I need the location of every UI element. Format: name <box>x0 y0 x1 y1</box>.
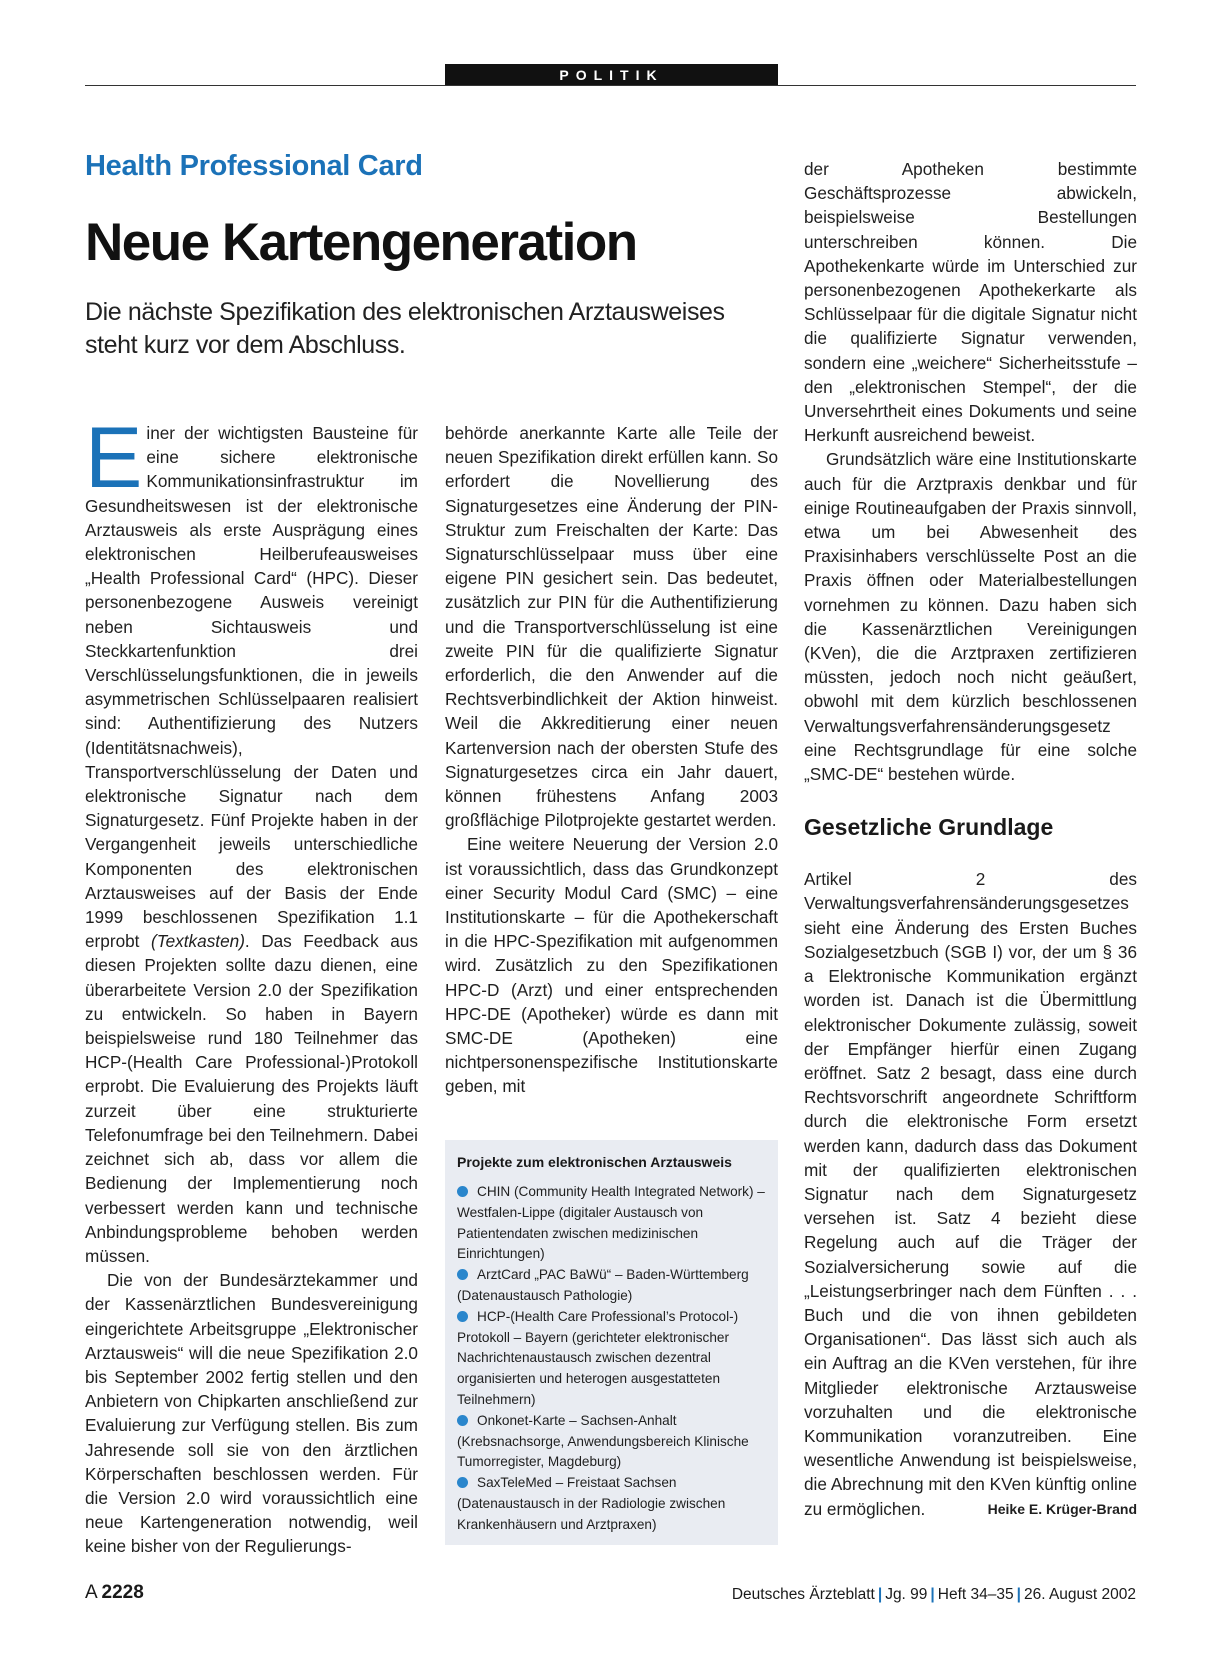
journal-info <box>732 1586 1136 1604</box>
bullet-icon <box>457 1311 468 1322</box>
paragraph: behörde anerkannte Karte alle Teile der neuen Spezifikation direkt erfüllen kann. So erfordert die Novellierung des Signaturgesetzes eine Änderung der PIN-Struktur zum Freischalten der Karte: Das Signaturschlüsselpaar muss über eine eigene PIN gesichert sein. Das bedeutet, zusätzlich zur PIN für die Authentifizierung und die Transportverschlüsselung ist eine zweite PIN für die qualifizierte Signatur erforderlich, die den Anwender auf die Rechtsverbindlichkeit der Aktion hinweist. Weil die Akkreditierung einer neuen Kartenversion nach der obersten Stufe des Signaturgesetzes circa ein Jahr dauert, können frühestens Anfang 2003 großflächige Pilotprojekte gestartet werden. <box>445 423 778 831</box>
section-label: POLITIK <box>445 64 778 86</box>
page-number: A 2228 <box>85 1582 144 1603</box>
separator: | <box>877 1586 883 1603</box>
list-item: Onkonet-Karte – Sachsen-Anhalt (Krebsnachsorge, Anwendungsbereich Klinische Tumorregister, Magdeburg) <box>457 1412 749 1470</box>
paragraph <box>85 410 418 1268</box>
list-item: SaxTeleMed – Freistaat Sachsen (Datenaustausch in der Radiologie zwischen Krankenhäusern und Arztpraxen) <box>457 1475 726 1532</box>
bullet-icon <box>457 1269 468 1280</box>
paragraph-text: iner der wichtigsten Bausteine für eine sichere elektronische Kommunikationsinfrastruktur im Gesundheitswesen ist der elektronische Arztausweis als erste Ausprägung eines elektronischen Heilberufeausweises „Health Professional Card“ (HPC). Dieser personenbezogene Ausweis vereinigt neben Sichtausweis und Steckkartenfunktion drei Verschlüsselungsfunktionen, die in jeweils asymmetrischen Schlüsselpaaren realisiert sind: Authentifizierung des Nutzers (Identitätsnachweis), Transportverschlüsselung der Daten und elektronische Signatur nach dem Signaturgesetz. Fünf Projekte haben in der Vergangenheit jeweils unterschiedliche Komponenten des elektronischen Arztausweises auf der Basis der Ende 1999 beschlossenen Spezifikation 1.1 erprobt <box>85 423 418 952</box>
list-item: HCP-(Health Care Professional’s Protocol-) Protokoll – Bayern (gerichteter elektronischer Nachrichtenaustausch zwischen dezentral organisierten und heterogen ausgestatteten Teilnehmern) <box>457 1308 739 1407</box>
bullet-icon <box>457 1186 468 1197</box>
section-subheading: Gesetzliche Grundlage <box>804 814 1054 841</box>
bullet-icon <box>457 1415 468 1426</box>
journal-volume: Jg. 99 <box>885 1586 928 1603</box>
paragraph: Artikel 2 des Verwaltungsverfahrensänderungsgesetzes sieht eine Änderung des Ersten Buches Sozialgesetzbuch (SGB I) vor, der um § 36 a Elektronische Kommunikation ergänzt worden ist. Danach ist die Übermittlung elektronischer Dokumente zulässig, soweit der Empfänger hierfür einen Zugang eröffnet. Satz 2 besagt, dass eine durch Rechtsvorschrift angeordnete Schriftform durch die elektronische Form ersetzt werden kann, dadurch dass das Dokument mit der qualifizierten elektronischen Signatur nach dem Signaturgesetz versehen ist. Satz 4 bezieht diese Regelung auch auf die Träger der Sozialversicherung sowie auf die „Leistungserbringer nach dem Fünften . . . Buch und die von ihnen gebildeten Organisationen“. Das lässt sich auch als ein Auftrag an die KVen verstehen, für ihre Mitglieder elektronische Arztausweise vorzuhalten und die elektronische Kommunikation voranzutreiben. Eine wesentliche Anwendung ist beispielsweise, die Abrechnung mit den KVen künftig online zu ermöglichen. Heike E. Krüger-Brand <box>804 867 1137 1520</box>
separator: | <box>1016 1586 1021 1603</box>
paragraph-reference: (Textkasten) <box>150 931 245 952</box>
paragraph: der Apotheken bestimmte Geschäftsprozesse abwickeln, beispielsweise Bestellungen unterschreiben können. Die Apothekenkarte würde im Unterschied zur personenbezogenen Apothekerkarte als Schlüsselpaar für die digitale Signatur nicht die qualifizierte Signatur verwenden, sondern eine „weichere“ Sicherheitsstufe – den „elektronischen Stempel“, der die Unversehrtheit eines Dokuments und seine Herkunft ausreichend beweist. <box>804 159 1137 446</box>
bullet-icon <box>457 1477 468 1488</box>
journal-issue: Heft 34–35 <box>937 1586 1014 1603</box>
separator: | <box>930 1586 935 1603</box>
paragraph-text: . Das Feedback aus diesen Projekten sollte dazu dienen, eine überarbeitete Version 2.0 der Spezifikation zu entwickeln. So haben in Bayern beispielsweise rund 180 Teilnehmer das HCP-(Health Care Professional-)Protokoll erprobt. Die Evaluierung des Projekts läuft zurzeit über eine strukturierte Telefonumfrage bei den Teilnehmern. Dabei zeichnet sich ab, dass vor allem die Bedienung der Implementierung noch verbessert werden kann und technische Anbindungsprobleme behoben werden müssen. <box>85 931 418 1266</box>
list-item: CHIN (Community Health Integrated Network) – Westfalen-Lippe (digitaler Austausch von Patientendaten zwischen medizinischen Einrichtungen) <box>457 1184 765 1262</box>
author-byline: Heike E. Krüger-Brand <box>987 1500 1137 1517</box>
header-rule <box>85 85 1136 86</box>
list-item: ArztCard „PAC BaWü“ – Baden-Württemberg (Datenaustausch Pathologie) <box>457 1267 749 1303</box>
article-column-1 <box>85 410 418 1559</box>
journal-date: 26. August 2002 <box>1023 1586 1136 1603</box>
info-box <box>445 1140 778 1545</box>
paragraph: Grundsätzlich wäre eine Institutionskarte auch für die Arztpraxis denkbar und für einige Routineaufgaben der Praxis sinnvoll, etwa um bei Abwesenheit des Praxisinhabers verschlüsselte Post an die Praxis öffnen oder Materialbestellungen vornehmen zu können. Dazu haben sich die Kassenärztlichen Vereinigungen (KVen), die die Arztpraxen zertifizieren müssten, jedoch noch nicht geäußert, obwohl mit dem kürzlich beschlossenen Verwaltungsverfahrensänderungsgesetz eine Rechtsgrundlage für eine solche „SMC-DE“ bestehen würde. <box>804 449 1137 785</box>
article-headline: Neue Kartengeneration <box>85 213 637 272</box>
article-kicker: Health Professional Card <box>85 150 423 182</box>
drop-cap: E <box>85 410 143 506</box>
article-column-2 <box>445 421 778 1099</box>
article-lead: Die nächste Spezifikation des elektronischen Arztausweises steht kurz vor dem Abschluss. <box>85 298 725 359</box>
journal-name: Deutsches Ärzteblatt <box>731 1586 875 1603</box>
info-box-list <box>457 1182 767 1536</box>
info-box-title: Projekte zum elektronischen Arztausweis <box>457 1154 732 1170</box>
paragraph: Die von der Bundesärztekammer und der Kassenärztlichen Bundesvereinigung eingerichtete Arbeitsgruppe „Elektronischer Arztausweis“ will die neue Spezifikation 2.0 bis September 2002 fertig stellen und den Anbietern von Chipkarten anschließend zur Evaluierung zur Verfügung stellen. Bis zum Jahresende soll sie von den ärztlichen Körperschaften beschlossen werden. Für die Version 2.0 wird voraussichtlich eine neue Kartengeneration notwendig, weil keine bisher von der Regulierungs- <box>85 1270 418 1557</box>
article-column-3 <box>804 157 1137 1521</box>
paragraph: Eine weitere Neuerung der Version 2.0 ist voraussichtlich, dass das Grundkonzept einer Security Modul Card (SMC) – eine Institutionskarte – für die Apothekerschaft in die HPC-Spezifikation mit aufgenommen wird. Zusätzlich zu den Spezifikationen HPC-D (Arzt) und einer entsprechenden HPC-DE (Apotheker) würde es dann mit SMC-DE (Apotheken) eine nichtpersonenspezifische Institutionskarte geben, mit <box>445 834 778 1097</box>
